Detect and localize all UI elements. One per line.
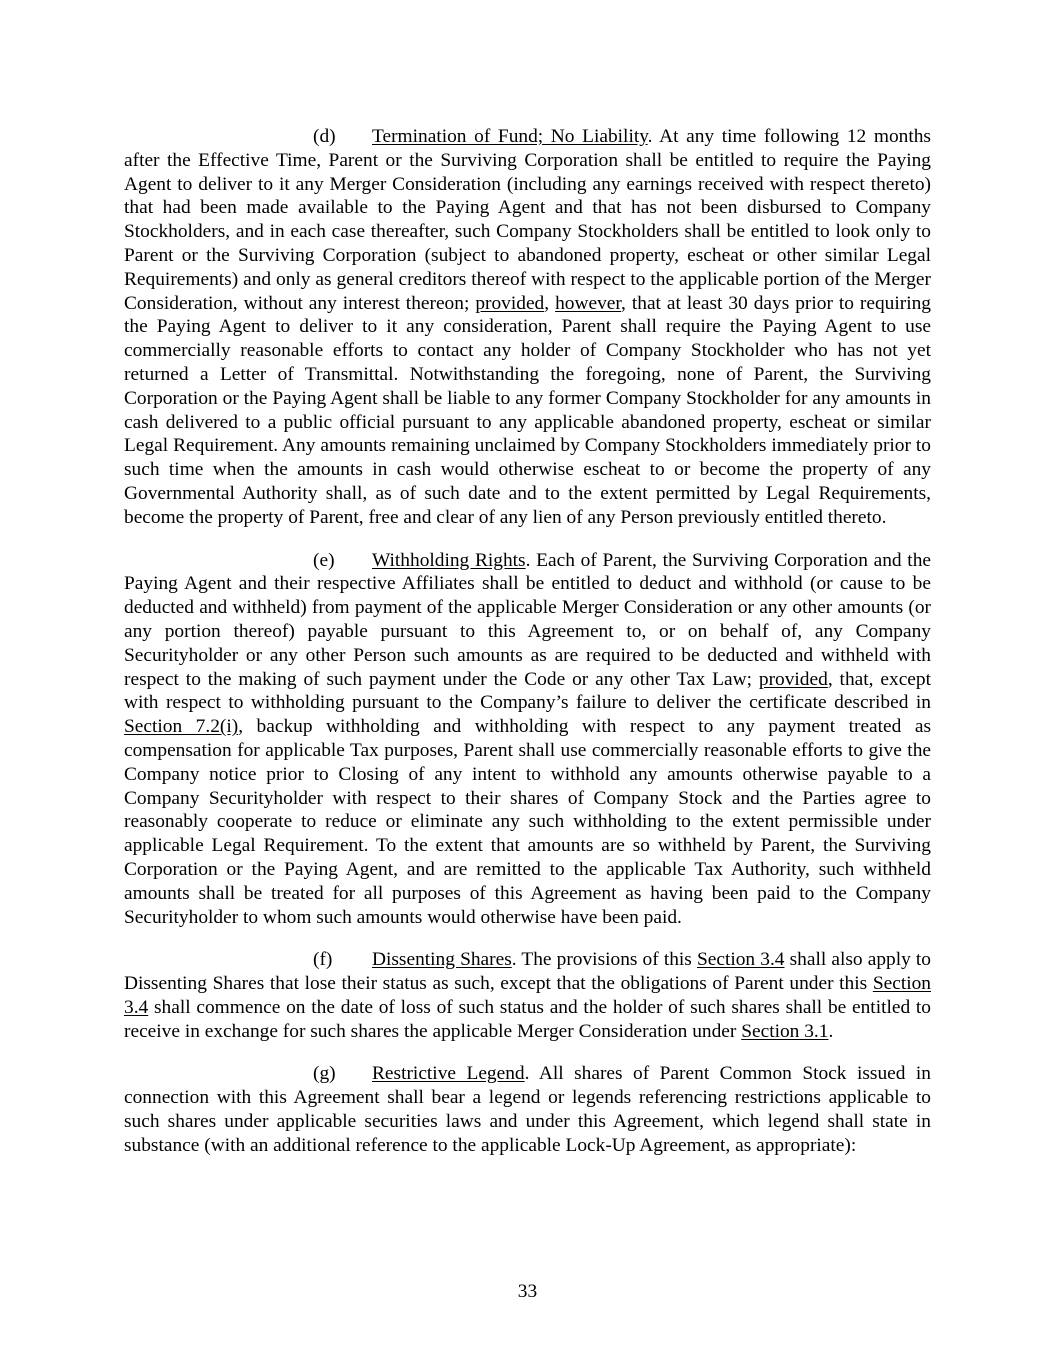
section-f: (f) Dissenting Shares. The provisions of this Section 3.4 shall also apply to Dissenting Shares that lose their status as such, except that the obligations of Parent under this Section 3.4 shall commence on the date of loss of such status and the holder of such shares shall be entitled to receive in exchange for such shares the applicable Merger Consideration under Section 3.1. (124, 949, 931, 1042)
section-label: (g) (313, 1063, 336, 1085)
section-heading: Termination of Fund; No Liability (372, 126, 648, 147)
section-label: (d) (313, 126, 336, 147)
section-heading: Withholding Rights (372, 549, 526, 571)
section-heading: Restrictive Legend (372, 1063, 525, 1085)
section-g: (g) Restrictive Legend. All shares of Parent Common Stock issued in connection with this Agreement shall bear a legend or legends referencing restrictions applicable to such shares under applicable securities laws and under this Agreement, which legend shall state in substance (with an additional reference to the applicable Lock-Up Agreement, as appropriate): (124, 1063, 931, 1156)
cross-reference: Section 3.4 (696, 949, 785, 971)
section-label: (f) (313, 949, 333, 971)
cross-reference: Section 3.4 (124, 973, 931, 1018)
section-label: (e) (313, 549, 335, 571)
page-number: 33 (517, 1281, 538, 1302)
cross-reference: Section 7.2(i) (124, 716, 239, 738)
section-e: (e) Withholding Rights. Each of Parent, the Surviving Corporation and the Paying Agent and their respective Affiliates shall be entitled to deduct and withhold (or cause to be deducted and withheld) from payment of the applicable Merger Consideration or any other amounts (or any portion thereof) payable pursuant to this Agreement to, or on behalf of, any Company Securityholder or any other Person such amounts as are required to be deducted and withheld with respect to the making of such payment under the Code or any other Tax Law; provided, that, except with respect to withholding pursuant to the Company’s failure to deliver the certificate described in Section 7.2(i), backup withholding and withholding with respect to any payment treated as compensation for applicable Tax purposes, Parent shall use commercially reasonable efforts to give the Company notice prior to Closing of any intent to withhold any amounts otherwise payable to a Company Securityholder with respect to their shares of Company Stock and the Parties agree to reasonably cooperate to reduce or eliminate any such withholding to the extent permissible under applicable Legal Requirement. To the extent that amounts are so withheld by Parent, the Surviving Corporation or the Paying Agent, and are remitted to the applicable Tax Authority, such withheld amounts shall be treated for all purposes of this Agreement as having been paid to the Company Securityholder to whom such amounts would otherwise have been paid. (124, 549, 931, 928)
cross-reference: Section 3.1 (741, 1020, 829, 1042)
document-page (124, 125, 931, 1177)
section-d: (d) Termination of Fund; No Liability. At any time following 12 months after the Effective Time, Parent or the Surviving Corporation shall be entitled to require the Paying Agent to deliver to it any Merger Consideration (including any earnings received with respect thereto) that had been made available to the Paying Agent and that has not been disbursed to Company Stockholders, and in each case thereafter, such Company Stockholders shall be entitled to look only to Parent or the Surviving Corporation (subject to abandoned property, escheat or other similar Legal Requirements) and only as general creditors thereof with respect to the applicable portion of the Merger Consideration, without any interest thereon; provided, however, that at least 30 days prior to requiring the Paying Agent to deliver to it any consideration, Parent shall require the Paying Agent to use commercially reasonable efforts to contact any holder of Company Stockholder who has not yet returned a Letter of Transmittal. Notwithstanding the foregoing, none of Parent, the Surviving Corporation or the Paying Agent shall be liable to any former Company Stockholder for any amounts in cash delivered to a public official pursuant to any applicable abandoned property, escheat or similar Legal Requirement. Any amounts remaining unclaimed by Company Stockholders immediately prior to such time when the amounts in cash would otherwise escheat to or become the property of any Governmental Authority shall, as of such date and to the extent permitted by Legal Requirements, become the property of Parent, free and clear of any lien of any Person previously entitled thereto. (124, 126, 931, 528)
section-heading: Dissenting Shares (372, 949, 512, 971)
